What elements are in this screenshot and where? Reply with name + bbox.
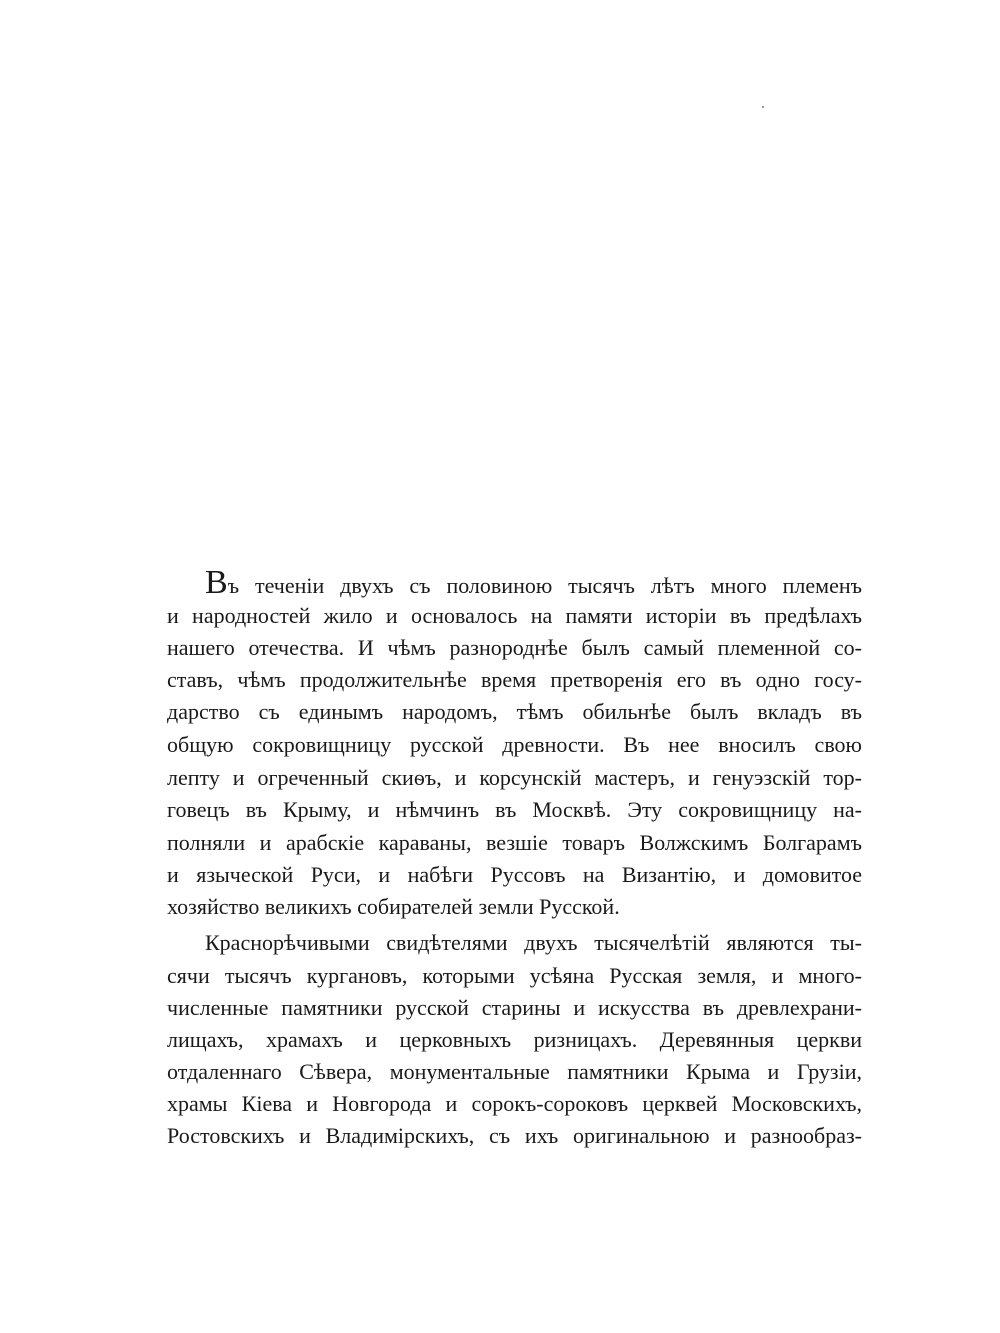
drop-initial: В (205, 564, 228, 601)
text-line: лищахъ, храмахъ и церковныхъ ризницахъ. Деревянныя церкви (167, 1027, 862, 1052)
text-line: сячи тысячъ кургановъ, которыми усѣяна Русская земля, и много- (167, 963, 862, 988)
text-line: хозяйство великихъ собирателей земли Русской. (167, 894, 620, 919)
text-line: дарство съ единымъ народомъ, тѣмъ обильнѣе былъ вкладъ въ (167, 699, 862, 724)
text-line: говецъ въ Крыму, и нѣмчинъ въ Москвѣ. Эту сокровищницу на- (167, 797, 862, 822)
text-line: храмы Кіева и Новгорода и сорокъ-сороковъ церквей Московскихъ, (167, 1091, 862, 1116)
text-line: нашего отечества. И чѣмъ разнороднѣе былъ самый племенной со- (167, 635, 862, 660)
text-line: Ростовскихъ и Владимірскихъ, съ ихъ оригинальною и разнообраз- (167, 1123, 862, 1148)
text-line: Краснорѣчивыми свидѣтелями двухъ тысячелѣтій являются ты- (205, 930, 862, 955)
text-line: численные памятники русской старины и искусства въ древлехрани- (167, 995, 862, 1020)
text-line: ставъ, чѣмъ продолжительнѣе время претворенія его въ одно госу- (167, 667, 862, 692)
text-line: и народностей жило и основалось на памяти исторіи въ предѣлахъ (167, 603, 862, 628)
text-line: отдаленнаго Сѣвера, монументальные памятники Крыма и Грузіи, (167, 1059, 862, 1084)
scan-speck (762, 106, 764, 108)
text-line: полняли и арабскіе караваны, везшіе товаръ Волжскимъ Болгарамъ (167, 830, 862, 855)
text-line: и языческой Руси, и набѣги Руссовъ на Византію, и домовитое (167, 862, 862, 887)
text-line: общую сокровищницу русской древности. Въ нее вносилъ свою (167, 732, 862, 757)
text-line: Въ теченіи двухъ съ половиною тысячъ лѣтъ много племенъ (205, 564, 862, 601)
text-line: лепту и огреченный скиѳъ, и корсунскій мастеръ, и генуэзскій тор- (167, 765, 862, 790)
